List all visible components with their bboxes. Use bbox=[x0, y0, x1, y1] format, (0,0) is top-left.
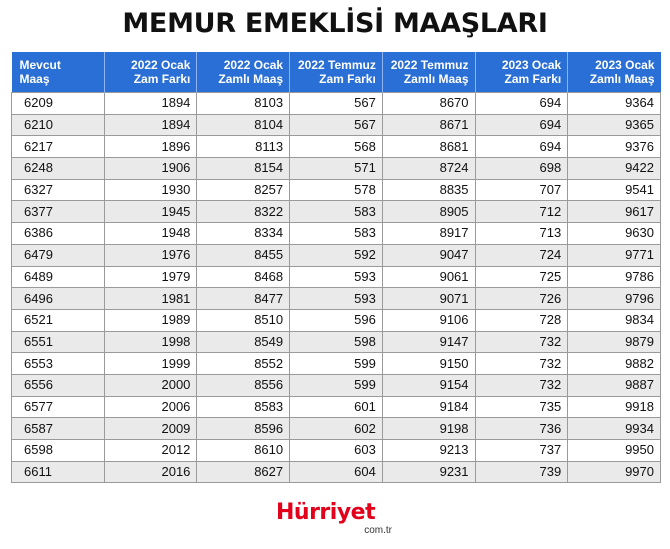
table-row bbox=[12, 396, 661, 418]
table-row bbox=[12, 223, 661, 245]
column-header-line: 2022 Temmuz bbox=[390, 58, 469, 72]
table-cell: 737 bbox=[475, 440, 568, 462]
column-header-line: Zam Farkı bbox=[133, 72, 191, 86]
table-cell: 6479 bbox=[12, 244, 105, 266]
table-cell: 2006 bbox=[104, 396, 197, 418]
table-cell: 583 bbox=[290, 201, 383, 223]
table-row bbox=[12, 136, 661, 158]
table-cell: 567 bbox=[290, 93, 383, 115]
table-cell: 9887 bbox=[568, 374, 661, 396]
hurriyet-logo bbox=[276, 500, 396, 544]
column-header bbox=[382, 52, 475, 93]
table-cell: 735 bbox=[475, 396, 568, 418]
table-row bbox=[12, 201, 661, 223]
table-row bbox=[12, 461, 661, 483]
column-header bbox=[197, 52, 290, 93]
column-header-line: Mevcut bbox=[19, 58, 61, 72]
table-cell: 601 bbox=[290, 396, 383, 418]
column-header-line: 2022 Temmuz bbox=[298, 58, 376, 72]
table-cell: 8610 bbox=[197, 440, 290, 462]
table-cell: 9365 bbox=[568, 114, 661, 136]
table-cell: 9879 bbox=[568, 331, 661, 353]
table-cell: 571 bbox=[290, 158, 383, 180]
table-body bbox=[12, 93, 661, 483]
table-row bbox=[12, 244, 661, 266]
table-row bbox=[12, 374, 661, 396]
table-cell: 725 bbox=[475, 266, 568, 288]
table-cell: 2009 bbox=[104, 418, 197, 440]
table-cell: 726 bbox=[475, 288, 568, 310]
logo-name: Hürriyet bbox=[276, 500, 376, 525]
table-cell: 6598 bbox=[12, 440, 105, 462]
page-title: MEMUR EMEKLİSİ MAAŞLARI bbox=[122, 8, 548, 39]
table-cell: 1999 bbox=[104, 353, 197, 375]
table-cell: 599 bbox=[290, 353, 383, 375]
table-cell: 8477 bbox=[197, 288, 290, 310]
table-cell: 593 bbox=[290, 266, 383, 288]
table-cell: 707 bbox=[475, 179, 568, 201]
table-row bbox=[12, 266, 661, 288]
table-row bbox=[12, 418, 661, 440]
column-header bbox=[568, 52, 661, 93]
table-row bbox=[12, 93, 661, 115]
column-header-line: Zamlı Maaş bbox=[589, 72, 655, 86]
table-cell: 603 bbox=[290, 440, 383, 462]
table-cell: 599 bbox=[290, 374, 383, 396]
table-cell: 712 bbox=[475, 201, 568, 223]
table-cell: 8334 bbox=[197, 223, 290, 245]
table-cell: 8724 bbox=[382, 158, 475, 180]
column-header-line: 2023 Ocak bbox=[501, 58, 562, 72]
table-cell: 9213 bbox=[382, 440, 475, 462]
table-cell: 724 bbox=[475, 244, 568, 266]
table-cell: 6217 bbox=[12, 136, 105, 158]
table-cell: 1896 bbox=[104, 136, 197, 158]
table-cell: 9061 bbox=[382, 266, 475, 288]
table-cell: 598 bbox=[290, 331, 383, 353]
table-cell: 8322 bbox=[197, 201, 290, 223]
table-cell: 8835 bbox=[382, 179, 475, 201]
table-cell: 739 bbox=[475, 461, 568, 483]
table-cell: 732 bbox=[475, 331, 568, 353]
table-row bbox=[12, 179, 661, 201]
column-header-line: Zamlı Maaş bbox=[218, 72, 284, 86]
table-cell: 9231 bbox=[382, 461, 475, 483]
table-cell: 9376 bbox=[568, 136, 661, 158]
column-header bbox=[104, 52, 197, 93]
table-cell: 1945 bbox=[104, 201, 197, 223]
table-cell: 6377 bbox=[12, 201, 105, 223]
table-cell: 583 bbox=[290, 223, 383, 245]
table-cell: 604 bbox=[290, 461, 383, 483]
table-cell: 9150 bbox=[382, 353, 475, 375]
table-cell: 8455 bbox=[197, 244, 290, 266]
table-cell: 9796 bbox=[568, 288, 661, 310]
table-cell: 593 bbox=[290, 288, 383, 310]
table-cell: 6521 bbox=[12, 309, 105, 331]
table-cell: 8670 bbox=[382, 93, 475, 115]
table-cell: 6587 bbox=[12, 418, 105, 440]
table-cell: 694 bbox=[475, 136, 568, 158]
salary-table bbox=[11, 52, 661, 483]
table-cell: 9950 bbox=[568, 440, 661, 462]
table-cell: 8917 bbox=[382, 223, 475, 245]
table-cell: 8552 bbox=[197, 353, 290, 375]
table-row bbox=[12, 309, 661, 331]
column-header-line: 2022 Ocak bbox=[223, 58, 284, 72]
table-cell: 8104 bbox=[197, 114, 290, 136]
table-cell: 8556 bbox=[197, 374, 290, 396]
table-cell: 2016 bbox=[104, 461, 197, 483]
column-header bbox=[290, 52, 383, 93]
table-cell: 6489 bbox=[12, 266, 105, 288]
table-row bbox=[12, 440, 661, 462]
column-header bbox=[475, 52, 568, 93]
table-cell: 9184 bbox=[382, 396, 475, 418]
table-cell: 578 bbox=[290, 179, 383, 201]
table-cell: 1948 bbox=[104, 223, 197, 245]
table-cell: 1979 bbox=[104, 266, 197, 288]
table-cell: 9834 bbox=[568, 309, 661, 331]
table-cell: 9422 bbox=[568, 158, 661, 180]
table-cell: 2000 bbox=[104, 374, 197, 396]
table-cell: 732 bbox=[475, 374, 568, 396]
table-cell: 6553 bbox=[12, 353, 105, 375]
column-header-line: Zam Farkı bbox=[319, 72, 376, 86]
table-cell: 8510 bbox=[197, 309, 290, 331]
table-cell: 9071 bbox=[382, 288, 475, 310]
table-cell: 596 bbox=[290, 309, 383, 331]
table-cell: 6386 bbox=[12, 223, 105, 245]
table-cell: 9970 bbox=[568, 461, 661, 483]
table-cell: 6551 bbox=[12, 331, 105, 353]
table-cell: 6327 bbox=[12, 179, 105, 201]
table-cell: 1906 bbox=[104, 158, 197, 180]
table-cell: 6248 bbox=[12, 158, 105, 180]
table-cell: 728 bbox=[475, 309, 568, 331]
column-header-line: 2023 Ocak bbox=[595, 58, 655, 72]
table-cell: 9106 bbox=[382, 309, 475, 331]
table-cell: 9918 bbox=[568, 396, 661, 418]
table-cell: 694 bbox=[475, 114, 568, 136]
table-cell: 8103 bbox=[197, 93, 290, 115]
table-cell: 602 bbox=[290, 418, 383, 440]
table-cell: 1894 bbox=[104, 93, 197, 115]
table-cell: 9934 bbox=[568, 418, 661, 440]
table-cell: 9154 bbox=[382, 374, 475, 396]
table-cell: 736 bbox=[475, 418, 568, 440]
table-cell: 6496 bbox=[12, 288, 105, 310]
table-cell: 8583 bbox=[197, 396, 290, 418]
table-row bbox=[12, 331, 661, 353]
table-cell: 8681 bbox=[382, 136, 475, 158]
table-cell: 8549 bbox=[197, 331, 290, 353]
table-cell: 1989 bbox=[104, 309, 197, 331]
table-cell: 6577 bbox=[12, 396, 105, 418]
table-row bbox=[12, 288, 661, 310]
table-cell: 6210 bbox=[12, 114, 105, 136]
table-cell: 8596 bbox=[197, 418, 290, 440]
table-cell: 9786 bbox=[568, 266, 661, 288]
table-cell: 8627 bbox=[197, 461, 290, 483]
table-cell: 698 bbox=[475, 158, 568, 180]
table-cell: 9147 bbox=[382, 331, 475, 353]
table-cell: 694 bbox=[475, 93, 568, 115]
table-cell: 732 bbox=[475, 353, 568, 375]
table-cell: 1981 bbox=[104, 288, 197, 310]
table-cell: 568 bbox=[290, 136, 383, 158]
table-cell: 1894 bbox=[104, 114, 197, 136]
table-cell: 8468 bbox=[197, 266, 290, 288]
table-cell: 592 bbox=[290, 244, 383, 266]
table-row bbox=[12, 114, 661, 136]
column-header-line: Zam Farkı bbox=[504, 72, 562, 86]
table-cell: 1998 bbox=[104, 331, 197, 353]
table-cell: 713 bbox=[475, 223, 568, 245]
table-cell: 6209 bbox=[12, 93, 105, 115]
table-cell: 8257 bbox=[197, 179, 290, 201]
table-cell: 1930 bbox=[104, 179, 197, 201]
table-header bbox=[12, 52, 661, 93]
table-cell: 2012 bbox=[104, 440, 197, 462]
table-cell: 8113 bbox=[197, 136, 290, 158]
table-cell: 8905 bbox=[382, 201, 475, 223]
table-cell: 9630 bbox=[568, 223, 661, 245]
table-cell: 8154 bbox=[197, 158, 290, 180]
table-cell: 6611 bbox=[12, 461, 105, 483]
table-cell: 6556 bbox=[12, 374, 105, 396]
column-header-line: Zamlı Maaş bbox=[403, 72, 469, 86]
table-cell: 9198 bbox=[382, 418, 475, 440]
table-cell: 9617 bbox=[568, 201, 661, 223]
column-header-line: Maaş bbox=[19, 72, 50, 86]
header-row bbox=[12, 52, 661, 93]
table-cell: 8671 bbox=[382, 114, 475, 136]
column-header bbox=[12, 52, 105, 93]
table-row bbox=[12, 158, 661, 180]
logo-domain: com.tr bbox=[364, 525, 392, 536]
table-cell: 1976 bbox=[104, 244, 197, 266]
table-cell: 9364 bbox=[568, 93, 661, 115]
column-header-line: 2022 Ocak bbox=[131, 58, 191, 72]
table-cell: 9771 bbox=[568, 244, 661, 266]
table-row bbox=[12, 353, 661, 375]
table-cell: 9541 bbox=[568, 179, 661, 201]
table-cell: 9047 bbox=[382, 244, 475, 266]
table-cell: 567 bbox=[290, 114, 383, 136]
table-cell: 9882 bbox=[568, 353, 661, 375]
